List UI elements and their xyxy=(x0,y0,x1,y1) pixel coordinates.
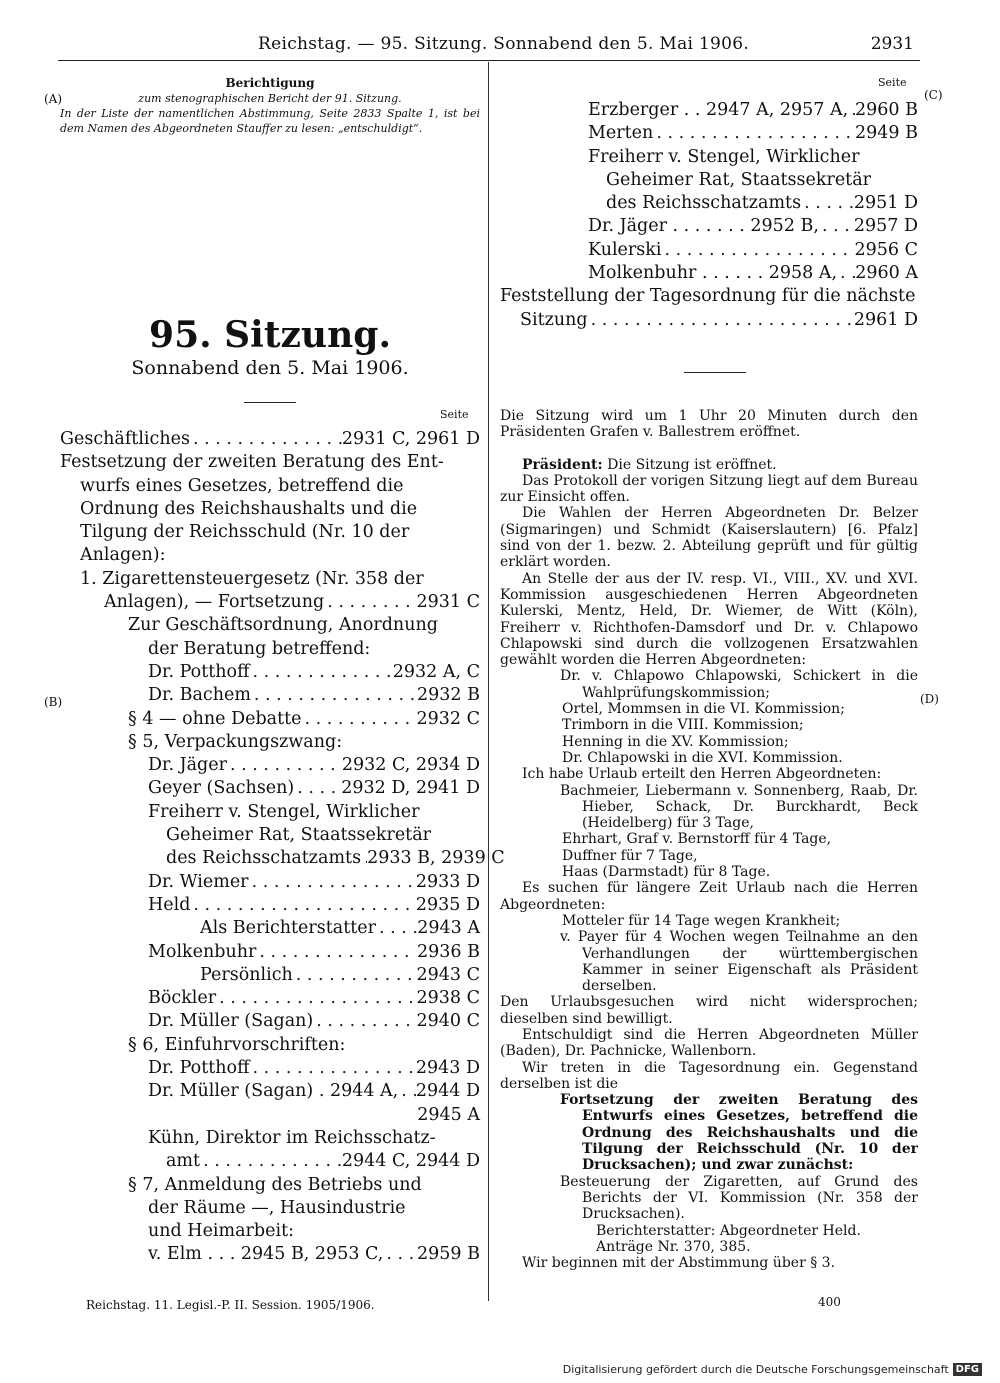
toc-leader xyxy=(383,1243,417,1266)
toc-entry xyxy=(500,215,918,238)
toc-leader xyxy=(801,192,854,215)
list-item: Bachmeier, Liebermann v. Sonnenberg, Raab, Dr. Hieber, Schack, Dr. Burckhardt, Beck (Heidelberg) für 3 Tage, xyxy=(560,782,918,832)
motions: Anträge Nr. 370, 385. xyxy=(596,1238,751,1255)
toc-entry xyxy=(60,708,480,731)
toc-leader xyxy=(250,661,393,684)
toc-label: Sitzung xyxy=(520,309,588,330)
toc-label: Dr. Wiemer xyxy=(148,871,249,892)
list-item: Ehrhart, Graf v. Bernstorff für 4 Tage, xyxy=(562,831,832,848)
session-body xyxy=(500,408,918,1271)
header-rule xyxy=(58,60,920,61)
toc-heading: § 7, Anmeldung des Betriebs und xyxy=(128,1174,422,1195)
toc-entry xyxy=(60,591,480,614)
toc-entry xyxy=(60,777,480,800)
toc-entry xyxy=(60,754,480,777)
toc-leader xyxy=(190,894,415,917)
toc-heading: Tilgung der Reichsschuld (Nr. 10 der xyxy=(80,522,410,543)
correction-notice xyxy=(60,76,480,136)
toc-leader xyxy=(251,684,417,707)
toc-label: Kulerski xyxy=(588,239,662,260)
seite-label-right: Seite xyxy=(878,76,907,89)
toc-page-ref: 2944 C, 2944 D xyxy=(341,1151,480,1172)
toc-label: Merten xyxy=(588,123,654,144)
toc-leader xyxy=(588,309,854,332)
list-item: v. Payer für 4 Wochen wegen Teilnahme an den Verhandlungen der württembergischen Kammer in seiner Eigenschaft als Präsident derselben. xyxy=(560,929,918,995)
toc-entry xyxy=(60,987,480,1010)
toc-entry xyxy=(500,122,918,145)
toc-entry xyxy=(500,192,918,215)
paragraph: Die Wahlen der Herren Abgeordneten Dr. Belzer (Sigmaringen) und Schmidt (Kaiserslautern) [6. Pfalz] sind von der 1. bezw. 2. Abteilung geprüft und für gültig erklärt worden. xyxy=(500,505,918,571)
toc-label: Dr. Müller (Sagan) . 2944 A, xyxy=(148,1081,399,1102)
toc-page-ref: 2959 B xyxy=(417,1244,480,1265)
toc-leader xyxy=(200,1150,342,1173)
toc-page-ref: 2961 D xyxy=(853,309,918,330)
toc-entry xyxy=(60,1057,480,1080)
toc-heading: Ordnung des Reichshaushalts und die xyxy=(80,498,418,519)
toc-leader xyxy=(249,871,416,894)
correction-text: In der Liste der namentlichen Abstimmung, Seite 2833 Spalte 1, ist bei dem Namen des Abgeordneten Stauffer zu lesen: „entschuldigt“. xyxy=(60,107,480,135)
toc-leader xyxy=(376,917,417,940)
toc-leader xyxy=(216,987,416,1010)
section-rule xyxy=(684,372,746,373)
toc-page-ref: 2940 C xyxy=(416,1011,480,1032)
correction-subtitle: zum stenographischen Bericht der 91. Sitzung. xyxy=(138,92,402,105)
toc-page-ref: 2936 B xyxy=(417,941,480,962)
table-of-contents-left xyxy=(60,428,505,1267)
footer-imprint: Reichstag. 11. Legisl.-P. II. Session. 1905/1906. xyxy=(86,1298,375,1312)
toc-page-ref: 2957 D xyxy=(853,216,918,237)
toc-entry xyxy=(500,239,918,262)
toc-leader xyxy=(294,777,341,800)
toc-heading: der Beratung betreffend: xyxy=(148,638,371,659)
toc-heading: Festsetzung der zweiten Beratung des Ent- xyxy=(60,452,444,473)
toc-entry xyxy=(500,309,918,332)
signature-mark: 400 xyxy=(818,1295,841,1309)
toc-page-ref: 2932 A, C xyxy=(392,661,480,682)
toc-heading: Freiherr v. Stengel, Wirklicher xyxy=(148,801,420,822)
toc-heading: Geheimer Rat, Staatssekretär xyxy=(166,825,432,846)
toc-entry xyxy=(60,661,480,684)
toc-page-ref: 2932 C xyxy=(416,708,480,729)
paragraph: Entschuldigt sind die Herren Abgeordneten Müller (Baden), Dr. Pachnicke, Wallenborn. xyxy=(500,1026,918,1060)
toc-label: Persönlich xyxy=(200,964,293,985)
list-item: Motteler für 14 Tage wegen Krankheit; xyxy=(562,912,841,929)
list-item: Henning in die XV. Kommission; xyxy=(562,733,789,750)
toc-leader xyxy=(661,239,854,262)
paragraph: An Stelle der aus der IV. resp. VI., VIII., XV. und XVI. Kommission ausgeschiedenen Herren Abgeordneten Kulerski, Mentz, Held, Dr. Wiemer, de Witt (Köln), Freiherr v. Richthofen-Damsdorf und Dr. v. Chlapowo Chlapowski sind durch die vollzogenen Ersatzwahlen gewählt worden die Herren Abgeordneten: xyxy=(500,570,918,669)
dfg-logo: DFG xyxy=(953,1363,982,1376)
list-item: Duffner für 7 Tage, xyxy=(562,847,698,864)
toc-leader xyxy=(302,708,417,731)
list-item: Ortel, Mommsen in die VI. Kommission; xyxy=(562,701,845,718)
toc-page-ref: 2956 C xyxy=(854,239,918,260)
toc-page-ref: 2931 C xyxy=(416,592,480,613)
agenda-item: Fortsetzung der zweiten Beratung des Entwurfs eines Gesetzes, betreffend die Ordnung des Reichshaushalts und die Tilgung der Reichsschuld (Nr. 10 der Drucksachen); und zwar zunächst: xyxy=(560,1092,918,1174)
toc-entry xyxy=(60,894,480,917)
toc-heading: Geheimer Rat, Staatssekretär xyxy=(606,169,872,190)
session-title: 95. Sitzung. xyxy=(149,314,391,356)
toc-leader xyxy=(313,1010,416,1033)
toc-label: Molkenbuhr xyxy=(148,941,257,962)
toc-page-ref: 2935 D xyxy=(415,894,480,915)
rapporteur: Berichterstatter: Abgeordneter Held. xyxy=(596,1222,861,1239)
table-of-contents-right xyxy=(500,99,918,332)
toc-label: amt xyxy=(166,1151,201,1172)
list-item: Haas (Darmstadt) für 8 Tage. xyxy=(562,864,771,881)
dfg-credit xyxy=(563,1363,982,1376)
toc-label: Molkenbuhr . . . . . . 2958 A, xyxy=(588,263,838,284)
paragraph: Wir beginnen mit der Abstimmung über § 3. xyxy=(522,1255,836,1272)
toc-heading: 1. Zigarettensteuergesetz (Nr. 358 der xyxy=(80,568,424,589)
toc-entry xyxy=(60,428,480,451)
toc-page-ref: 2960 A xyxy=(855,263,918,284)
paragraph: Es suchen für längere Zeit Urlaub nach die Herren Abgeordneten: xyxy=(500,880,918,913)
toc-leader xyxy=(190,428,342,451)
toc-label: Böckler xyxy=(148,988,217,1009)
margin-marker-b: (B) xyxy=(44,695,63,709)
toc-entry xyxy=(60,917,480,940)
toc-leader xyxy=(848,99,855,122)
seite-label-left: Seite xyxy=(440,408,469,421)
toc-page-ref: 2943 A xyxy=(417,918,480,939)
toc-entry xyxy=(60,871,480,894)
toc-entry xyxy=(60,1080,480,1103)
toc-label: § 4 — ohne Debatte xyxy=(128,708,302,729)
toc-label: Dr. Müller (Sagan) xyxy=(148,1011,314,1032)
paragraph: Den Urlaubsgesuchen wird nicht widersprochen; dieselben sind bewilligt. xyxy=(500,994,918,1027)
list-item: Dr. Chlapowski in die XVI. Kommission. xyxy=(562,749,843,766)
correction-title: Berichtigung xyxy=(225,76,315,90)
paragraph: Wir treten in die Tagesordnung ein. Gegenstand derselben ist die xyxy=(500,1059,918,1092)
margin-marker-a: (A) xyxy=(44,92,63,106)
toc-heading: der Räume —, Hausindustrie xyxy=(148,1197,406,1218)
toc-entry xyxy=(60,684,480,707)
toc-entry xyxy=(60,1010,480,1033)
toc-heading: § 6, Einfuhrvorschriften: xyxy=(128,1034,346,1055)
title-rule xyxy=(244,402,296,403)
toc-heading: Freiherr v. Stengel, Wirklicher xyxy=(588,146,860,167)
toc-reference: 2945 A xyxy=(417,1104,480,1125)
toc-page-ref: 2944 D xyxy=(415,1081,480,1102)
toc-label: des Reichsschatzamts xyxy=(606,193,802,214)
toc-leader xyxy=(837,262,855,285)
toc-page-ref: 2951 D xyxy=(853,193,918,214)
opening-paragraph: Die Sitzung wird um 1 Uhr 20 Minuten durch den Präsidenten Grafen v. Ballestrem eröffnet. xyxy=(500,408,918,441)
paragraph: Ich habe Urlaub erteilt den Herren Abgeordneten: xyxy=(522,766,882,783)
toc-page-ref: 2938 C xyxy=(416,988,480,1009)
toc-leader xyxy=(227,754,342,777)
toc-page-ref: 2932 C, 2934 D xyxy=(341,755,480,776)
toc-leader xyxy=(293,964,417,987)
toc-heading: Kühn, Direktor im Reichsschatz- xyxy=(148,1127,436,1148)
president-opening: Präsident: Die Sitzung ist eröffnet. xyxy=(522,456,777,473)
session-date: Sonnabend den 5. Mai 1906. xyxy=(131,357,409,379)
toc-leader xyxy=(250,1057,416,1080)
toc-entry xyxy=(60,1243,480,1266)
toc-label: v. Elm . . . 2945 B, 2953 C, xyxy=(148,1244,384,1265)
toc-label: Held xyxy=(148,894,191,915)
toc-entry xyxy=(60,964,480,987)
toc-heading: wurfs eines Gesetzes, betreffend die xyxy=(80,475,404,496)
toc-heading: § 5, Verpackungszwang: xyxy=(128,731,343,752)
toc-entry xyxy=(500,262,918,285)
toc-leader xyxy=(324,591,416,614)
dfg-credit-text: Digitalisierung gefördert durch die Deutsche Forschungsgemeinschaft xyxy=(562,1363,949,1376)
toc-leader xyxy=(398,1080,416,1103)
toc-leader xyxy=(653,122,855,145)
toc-heading: und Heimarbeit: xyxy=(148,1221,294,1242)
toc-leader xyxy=(819,215,854,238)
toc-page-ref: 2943 C xyxy=(416,964,480,985)
toc-entry xyxy=(60,1150,480,1173)
toc-page-ref: 2932 D, 2941 D xyxy=(341,778,480,799)
toc-label: Erzberger . . 2947 A, 2957 A, xyxy=(588,100,849,120)
page-number: 2931 xyxy=(870,34,914,54)
column-divider xyxy=(488,62,489,1301)
toc-page-ref: 2933 B, 2939 C xyxy=(367,848,505,869)
toc-label: Dr. Jäger xyxy=(148,755,227,776)
running-header: Reichstag. — 95. Sitzung. Sonnabend den 5. Mai 1906. xyxy=(258,34,750,54)
toc-heading: Feststellung der Tagesordnung für die nächste xyxy=(500,286,916,307)
toc-label: Dr. Potthoff xyxy=(148,661,250,682)
toc-label: Geyer (Sachsen) xyxy=(148,778,295,799)
toc-entry xyxy=(500,99,918,122)
toc-entry xyxy=(60,941,480,964)
toc-heading: Zur Geschäftsordnung, Anordnung xyxy=(128,615,438,636)
toc-label: Als Berichterstatter xyxy=(200,918,377,939)
toc-page-ref: 2943 D xyxy=(415,1058,480,1079)
toc-page-ref: 2949 B xyxy=(855,123,918,144)
toc-label: des Reichsschatzamts xyxy=(166,848,362,869)
toc-heading: Anlagen): xyxy=(80,545,166,566)
list-item: Dr. v. Chlapowo Chlapowski, Schickert in die Wahlprüfungskommission; xyxy=(560,668,918,701)
agenda-subitem: Besteuerung der Zigaretten, auf Grund des Berichts der VI. Kommission (Nr. 358 der Drucksachen). xyxy=(560,1173,918,1223)
toc-page-ref: 2931 C, 2961 D xyxy=(341,429,480,449)
toc-label: Dr. Jäger . . . . . . . 2952 B, xyxy=(588,216,819,237)
toc-page-ref: 2933 D xyxy=(415,871,480,892)
margin-marker-d: (D) xyxy=(920,692,939,706)
toc-label: Dr. Bachem xyxy=(148,685,251,706)
toc-leader xyxy=(256,941,417,964)
paragraph: Das Protokoll der vorigen Sitzung liegt auf dem Bureau zur Einsicht offen. xyxy=(500,472,918,506)
toc-label: Anlagen), — Fortsetzung xyxy=(104,592,325,613)
toc-label: Dr. Potthoff xyxy=(148,1058,250,1079)
toc-label: Geschäftliches xyxy=(60,429,190,449)
toc-entry xyxy=(60,847,505,870)
margin-marker-c: (C) xyxy=(924,88,943,102)
toc-page-ref: 2932 B xyxy=(417,685,480,706)
list-item: Trimborn in die VIII. Kommission; xyxy=(562,717,804,734)
toc-page-ref: 2960 B xyxy=(855,100,918,120)
